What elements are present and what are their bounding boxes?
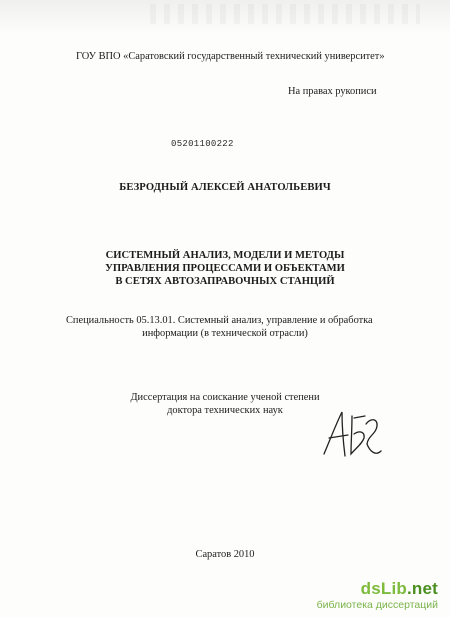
title-line: СИСТЕМНЫЙ АНАЛИЗ, МОДЕЛИ И МЕТОДЫ	[105, 250, 345, 261]
organization-header: ГОУ ВПО «Саратовский государственный технический университет»	[76, 51, 385, 62]
specialty-line: Специальность 05.13.01. Системный анализ, управление и обработка	[66, 315, 373, 326]
title-line: В СЕТЯХ АВТОЗАПРАВОЧНЫХ СТАНЦИЙ	[115, 276, 335, 287]
degree-line: доктора технических наук	[167, 405, 283, 416]
author-name: БЕЗРОДНЫЙ АЛЕКСЕЙ АНАТОЛЬЕВИЧ	[119, 182, 331, 193]
place-and-year: Саратов 2010	[195, 549, 255, 560]
scan-bleed-through	[150, 4, 420, 24]
watermark-brand: dsLib.net	[360, 579, 438, 598]
site-watermark	[317, 580, 438, 611]
degree-line: Диссертация на соискание ученой степени	[130, 392, 320, 403]
watermark-subtitle: библиотека диссертаций	[316, 599, 438, 611]
dissertation-title	[0, 249, 450, 288]
catalog-code: 05201100222	[171, 139, 234, 149]
specialty-line: информации (в технической отрасли)	[142, 328, 308, 339]
handwritten-signature	[318, 404, 388, 466]
rights-note: На правах рукописи	[288, 86, 377, 97]
title-line: УПРАВЛЕНИЯ ПРОЦЕССАМИ И ОБЪЕКТАМИ	[105, 263, 345, 274]
